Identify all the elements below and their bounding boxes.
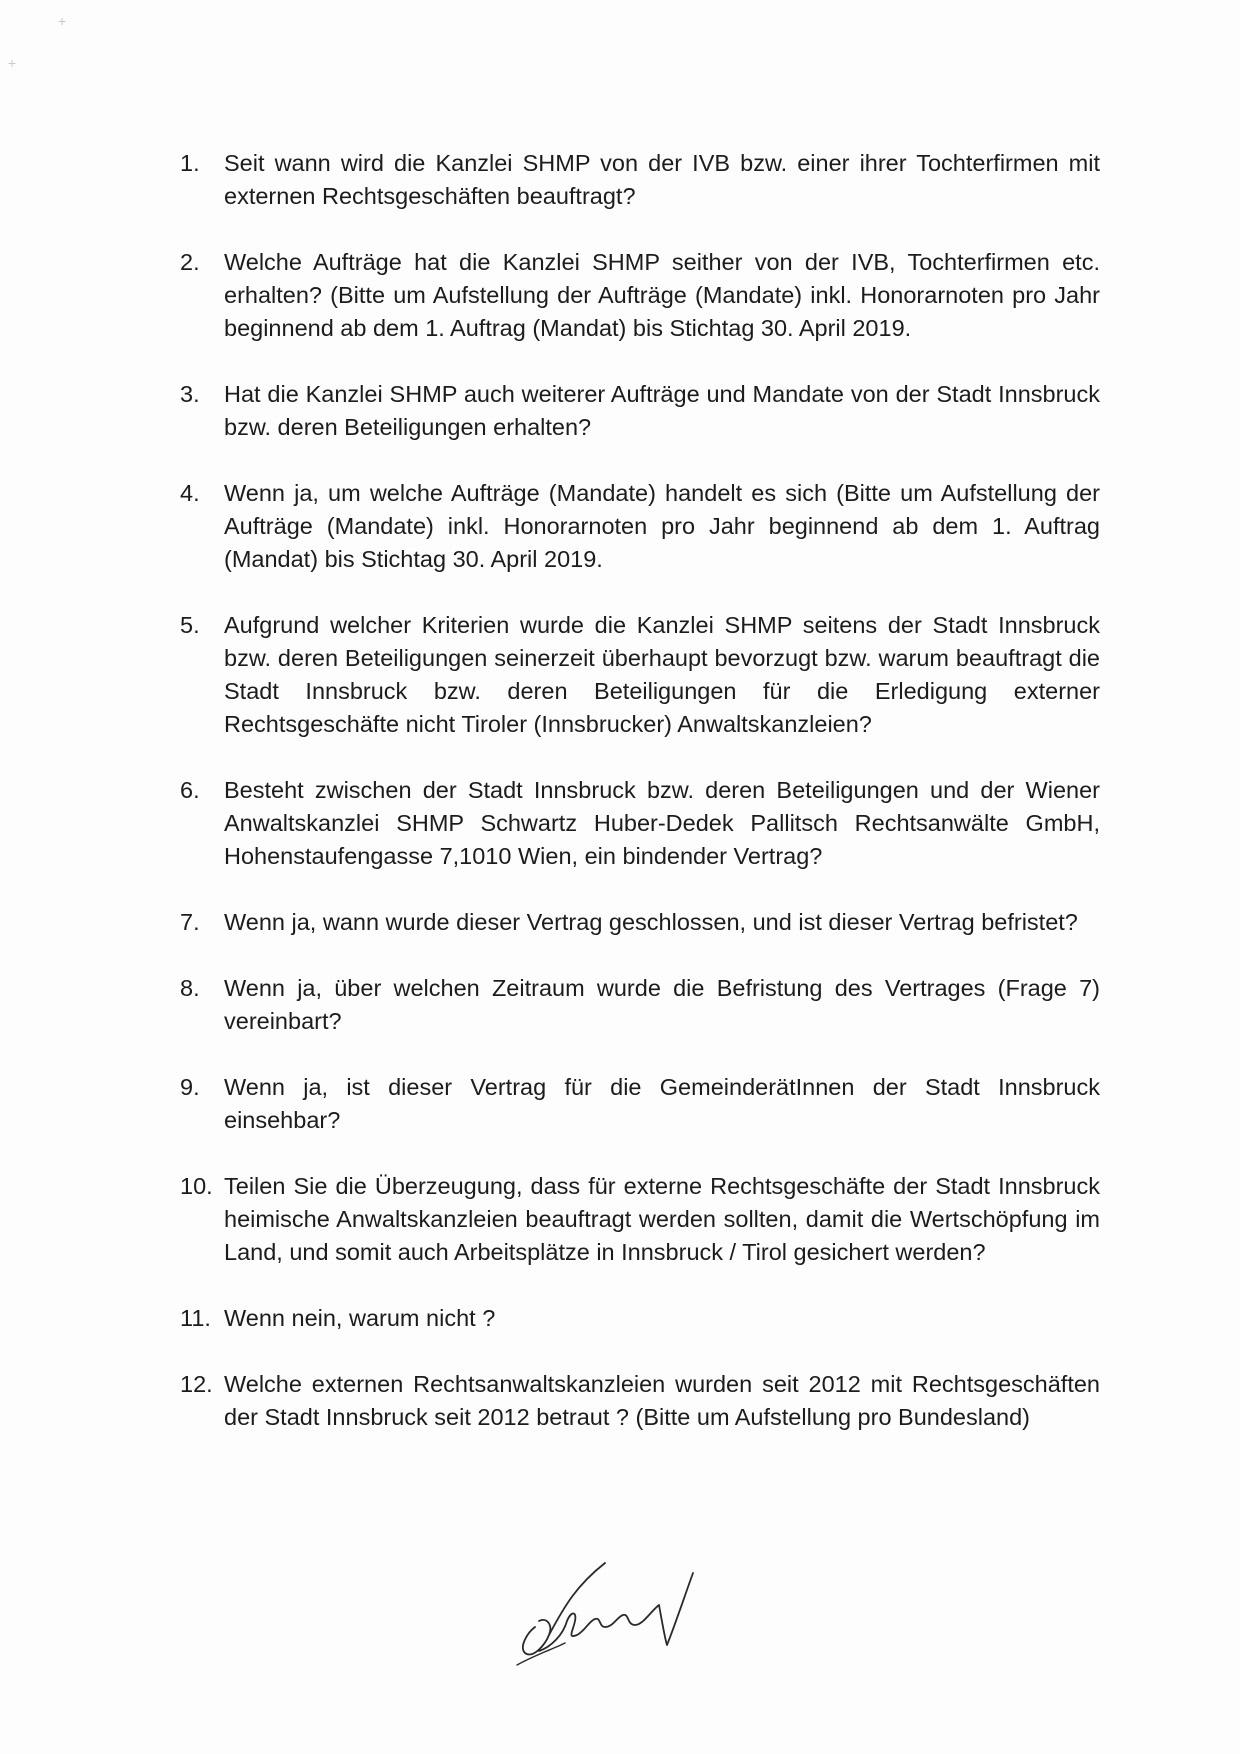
question-item [180, 1368, 1100, 1434]
question-number: 5. [180, 612, 200, 638]
question-number: 7. [180, 909, 200, 935]
question-text: Wenn ja, wann wurde dieser Vertrag geschlossen, und ist dieser Vertrag befristet? [224, 909, 1078, 935]
question-item [180, 477, 1100, 576]
question-number: 2. [180, 249, 200, 275]
question-text: Wenn nein, warum nicht ? [224, 1305, 496, 1331]
question-text: Wenn ja, ist dieser Vertrag für die GemeinderätInnen der Stadt Innsbruck einsehbar? [224, 1074, 1100, 1133]
question-text: Teilen Sie die Überzeugung, dass für externe Rechtsgeschäfte der Stadt Innsbruck heimische Anwaltskanzleien beauftragt werden sollten, damit die Wertschöpfung im Land, und somit auch Arbeitsplätze in Innsbruck / Tirol gesichert werden? [224, 1173, 1100, 1265]
question-text: Welche Aufträge hat die Kanzlei SHMP seither von der IVB, Tochterfirmen etc. erhalten? (Bitte um Aufstellung der Aufträge (Mandate) inkl. Honorarnoten pro Jahr beginnend ab dem 1. Auftrag (Mandat) bis Stichtag 30. April 2019. [224, 249, 1100, 341]
question-list [180, 147, 1100, 1467]
question-item [180, 906, 1100, 939]
question-text: Wenn ja, um welche Aufträge (Mandate) handelt es sich (Bitte um Aufstellung der Aufträge (Mandate) inkl. Honorarnoten pro Jahr beginnend ab dem 1. Auftrag (Mandat) bis Stichtag 30. April 2019. [224, 480, 1100, 572]
question-text: Welche externen Rechtsanwaltskanzleien wurden seit 2012 mit Rechtsgeschäften der Stadt Innsbruck seit 2012 betraut ? (Bitte um Aufstellung pro Bundesland) [224, 1371, 1100, 1430]
signature-stroke [523, 1563, 693, 1654]
question-number: 3. [180, 381, 200, 407]
question-item [180, 378, 1100, 444]
question-number: 4. [180, 480, 200, 506]
question-item [180, 1170, 1100, 1269]
question-item [180, 246, 1100, 345]
question-item [180, 147, 1100, 213]
scan-artifact: + [8, 55, 17, 71]
question-item [180, 1302, 1100, 1335]
question-number: 9. [180, 1074, 200, 1100]
signature [505, 1555, 745, 1675]
question-number: 8. [180, 975, 200, 1001]
question-number: 6. [180, 777, 200, 803]
question-number: 10. [180, 1173, 213, 1199]
question-text: Aufgrund welcher Kriterien wurde die Kanzlei SHMP seitens der Stadt Innsbruck bzw. deren Beteiligungen seinerzeit überhaupt bevorzugt bzw. warum beauftragt die Stadt Innsbruck bzw. deren Beteiligungen für die Erledigung externer Rechtsgeschäfte nicht Tiroler (Innsbrucker) Anwaltskanzleien? [224, 612, 1100, 737]
question-text: Hat die Kanzlei SHMP auch weiterer Aufträge und Mandate von der Stadt Innsbruck bzw. deren Beteiligungen erhalten? [224, 381, 1100, 440]
question-item [180, 972, 1100, 1038]
question-text: Seit wann wird die Kanzlei SHMP von der IVB bzw. einer ihrer Tochterfirmen mit externen Rechtsgeschäften beauftragt? [224, 150, 1100, 209]
question-number: 12. [180, 1371, 213, 1397]
scan-artifact: + [58, 13, 67, 29]
question-text: Wenn ja, über welchen Zeitraum wurde die Befristung des Vertrages (Frage 7) vereinbart? [224, 975, 1100, 1034]
question-item [180, 774, 1100, 873]
question-number: 1. [180, 150, 200, 176]
question-number: 11. [180, 1305, 211, 1331]
question-item [180, 1071, 1100, 1137]
question-text: Besteht zwischen der Stadt Innsbruck bzw. deren Beteiligungen und der Wiener Anwaltskanzlei SHMP Schwartz Huber-Dedek Pallitsch Rechtsanwälte GmbH, Hohenstaufengasse 7,1010 Wien, ein bindender Vertrag? [224, 777, 1100, 869]
question-item [180, 609, 1100, 741]
